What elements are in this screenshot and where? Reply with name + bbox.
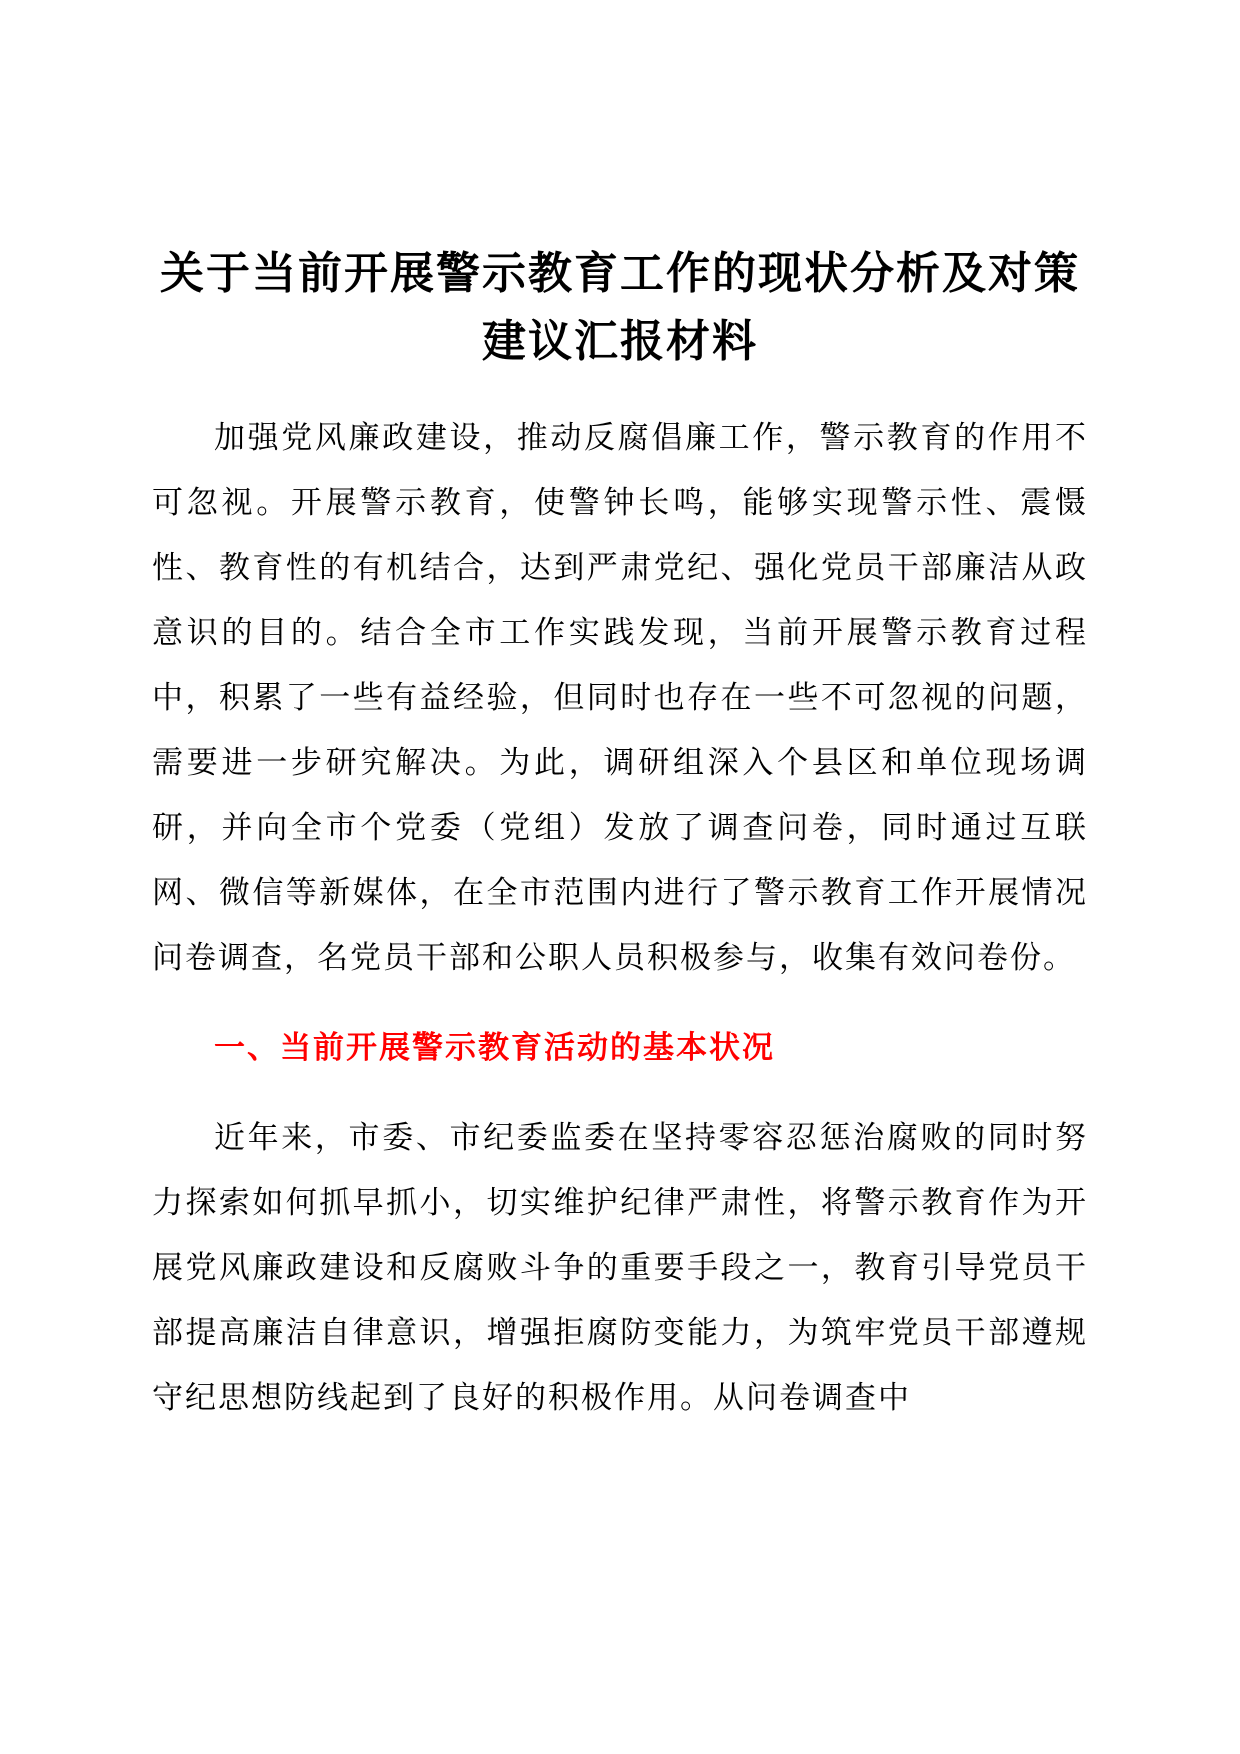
- paragraph-intro: 加强党风廉政建设，推动反腐倡廉工作，警示教育的作用不可忽视。开展警示教育，使警钟长鸣，能够实现警示性、震慑性、教育性的有机结合，达到严肃党纪、强化党员干部廉洁从政意识的目的。结合全市工作实践发现，当前开展警示教育过程中，积累了一些有益经验，但同时也存在一些不可忽视的问题，需要进一步研究解决。为此，调研组深入个县区和单位现场调研，并向全市个党委（党组）发放了调查问卷，同时通过互联网、微信等新媒体，在全市范围内进行了警示教育工作开展情况问卷调查，名党员干部和公职人员积极参与，收集有效问卷份。: [152, 420, 1088, 975]
- document-title: 关于当前开展警示教育工作的现状分析及对策建议汇报材料: [160, 249, 1080, 366]
- paragraph-section-1-body: 近年来，市委、市纪委监委在坚持零容忍惩治腐败的同时努力探索如何抓早抓小，切实维护纪律严肃性，将警示教育作为开展党风廉政建设和反腐败斗争的重要手段之一，教育引导党员干部提高廉洁自律意识，增强拒腐防变能力，为筑牢党员干部遵规守纪思想防线起到了良好的积极作用。从问卷调查中: [152, 1120, 1088, 1415]
- section-heading-1: 一、当前开展警示教育活动的基本状况: [214, 1030, 775, 1065]
